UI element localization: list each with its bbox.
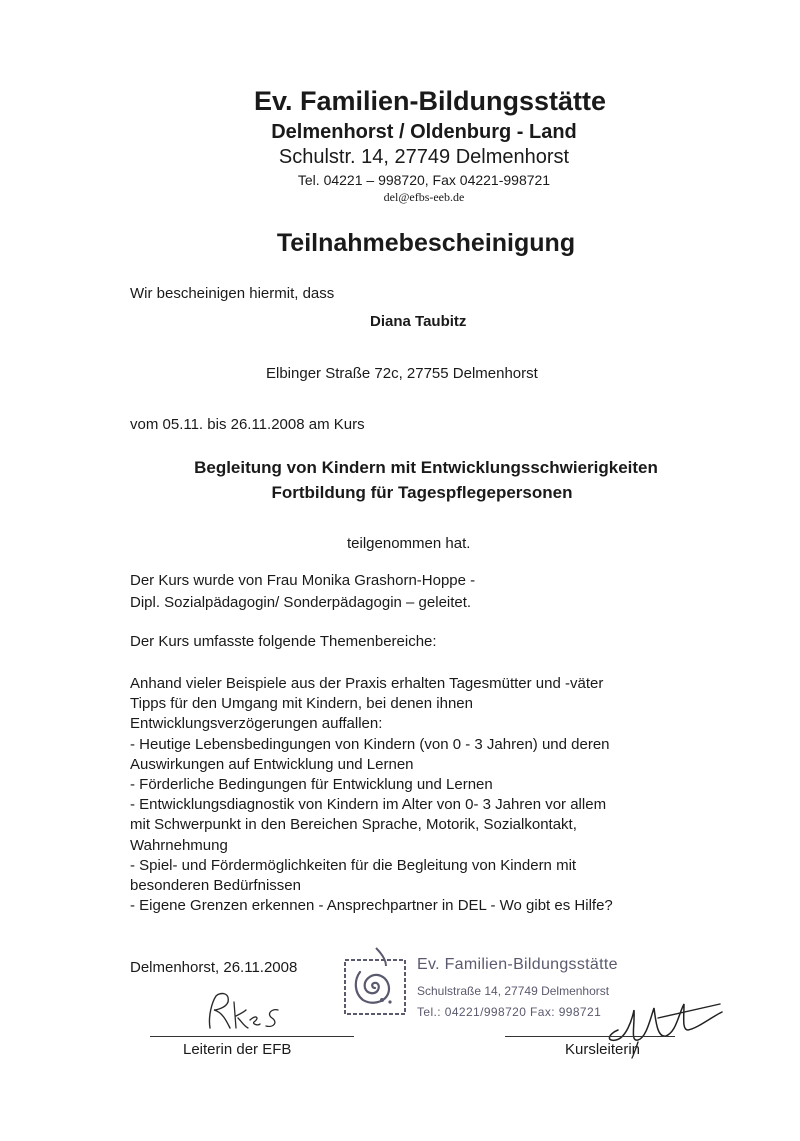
topics-line: - Entwicklungsdiagnostik von Kindern im Alter von 0- 3 Jahren vor allem bbox=[130, 796, 607, 814]
stamp-address: Schulstraße 14, 27749 Delmenhorst bbox=[417, 984, 610, 998]
course-period: vom 05.11. bis 26.11.2008 am Kurs bbox=[130, 416, 365, 433]
topics-line: Wahrnehmung bbox=[130, 836, 228, 854]
led-by-line-1: Der Kurs wurde von Frau Monika Grashorn-Hoppe - bbox=[130, 572, 476, 589]
course-subtitle: Fortbildung für Tagespflegepersonen bbox=[271, 483, 573, 502]
org-region: Delmenhorst / Oldenburg - Land bbox=[271, 121, 577, 143]
topics-line: - Spiel- und Fördermöglichkeiten für die Begleitung von Kindern mit bbox=[130, 856, 577, 874]
intro-text: Wir bescheinigen hiermit, dass bbox=[130, 285, 335, 302]
place-date: Delmenhorst, 26.11.2008 bbox=[130, 959, 298, 976]
topics-line: - Eigene Grenzen erkennen - Ansprechpartner in DEL - Wo gibt es Hilfe? bbox=[130, 897, 613, 915]
participated-text: teilgenommen hat. bbox=[347, 535, 471, 552]
stamp-org-name: Ev. Familien-Bildungsstätte bbox=[417, 956, 618, 973]
course-title: Begleitung von Kindern mit Entwicklungsschwierigkeiten bbox=[194, 458, 658, 477]
spiral-logo-icon bbox=[342, 944, 410, 1018]
topics-line: Tipps für den Umgang mit Kindern, bei denen ihnen bbox=[130, 695, 473, 713]
topics-line: - Förderliche Bedingungen für Entwicklung und Lernen bbox=[130, 776, 493, 794]
signature-line-left bbox=[150, 1036, 354, 1037]
topics-paragraph bbox=[130, 674, 730, 916]
participant-address: Elbinger Straße 72c, 27755 Delmenhorst bbox=[266, 365, 538, 382]
led-by-line-2: Dipl. Sozialpädagogin/ Sonderpädagogin – geleitet. bbox=[130, 594, 472, 611]
signature-label-right: Kursleiterin bbox=[565, 1041, 641, 1058]
org-phone-fax: Tel. 04221 – 998720, Fax 04221-998721 bbox=[297, 172, 551, 188]
topics-intro: Der Kurs umfasste folgende Themenbereiche: bbox=[130, 633, 437, 650]
document-title: Teilnahmebescheinigung bbox=[276, 229, 576, 257]
org-email: del@efbs-eeb.de bbox=[383, 190, 465, 204]
topics-line: Auswirkungen auf Entwicklung und Lernen bbox=[130, 755, 414, 773]
topics-line: Anhand vieler Beispiele aus der Praxis erhalten Tagesmütter und -väter bbox=[130, 675, 604, 692]
signature-label-left: Leiterin der EFB bbox=[183, 1041, 292, 1058]
org-address: Schulstr. 14, 27749 Delmenhorst bbox=[278, 146, 570, 168]
participant-name: Diana Taubitz bbox=[370, 313, 467, 330]
signature-left bbox=[200, 988, 290, 1034]
org-name: Ev. Familien-Bildungsstätte bbox=[253, 86, 607, 116]
topics-line: besonderen Bedürfnissen bbox=[130, 877, 301, 895]
topics-line: mit Schwerpunkt in den Bereichen Sprache, Motorik, Sozialkontakt, bbox=[130, 816, 577, 834]
topics-line: Entwicklungsverzögerungen auffallen: bbox=[130, 715, 383, 733]
stamp-phone: Tel.: 04221/998720 Fax: 998721 bbox=[417, 1005, 602, 1019]
topics-line: - Heutige Lebensbedingungen von Kindern (von 0 - 3 Jahren) und deren bbox=[130, 735, 610, 753]
signature-line-right bbox=[505, 1036, 675, 1037]
